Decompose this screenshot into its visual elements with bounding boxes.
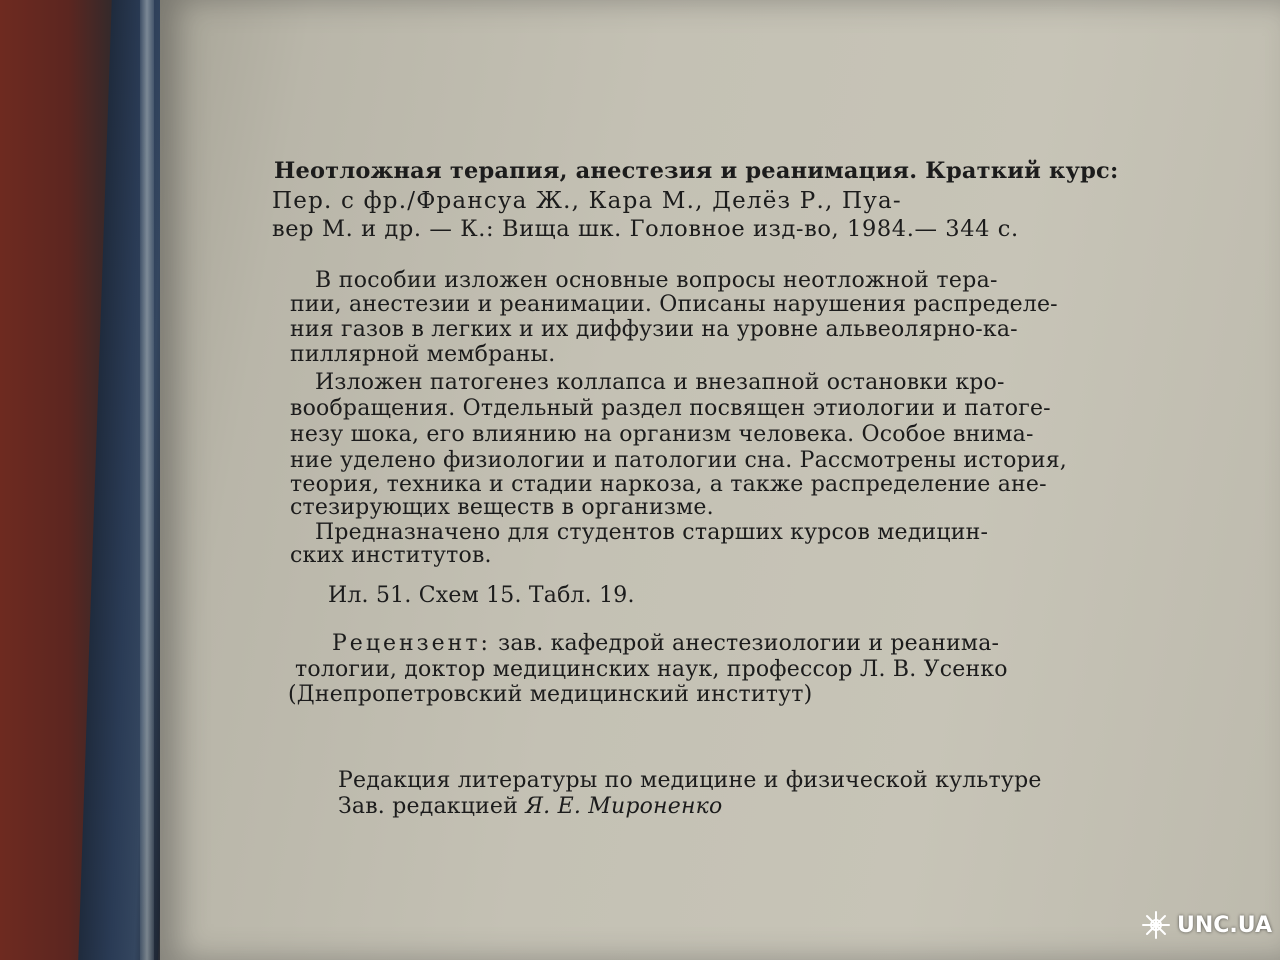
title-line-1: Неотложная терапия, анестезия и реанимация. Краткий курс: bbox=[274, 158, 1119, 184]
abstract-line: пии, анестезии и реанимации. Описаны нарушения распределе- bbox=[290, 292, 1058, 317]
abstract-line: Изложен патогенез коллапса и внезапной остановки кро- bbox=[315, 370, 1005, 395]
reviewer-line-2: тологии, доктор медицинских наук, профессор Л. В. Усенко bbox=[295, 657, 1008, 682]
abstract-line: пиллярной мембраны. bbox=[290, 342, 556, 367]
reviewer-label: Рецензент: bbox=[332, 631, 491, 656]
reviewer-line-1-text: зав. кафедрой анестезиологии и реанима- bbox=[498, 631, 1000, 656]
abstract-line: ния газов в легких и их диффузии на уровне альвеолярно-ка- bbox=[290, 317, 1018, 342]
reviewer-line-3: (Днепропетровский медицинский институт) bbox=[288, 682, 813, 707]
abstract-line: теория, техника и стадии наркоза, а также распределение ане- bbox=[290, 472, 1047, 497]
abstract-line: В пособии изложен основные вопросы неотложной тера- bbox=[315, 268, 998, 293]
watermark bbox=[1141, 910, 1272, 940]
book-cover-highlight bbox=[140, 0, 154, 960]
editorial-line-1: Редакция литературы по медицине и физической культуре bbox=[338, 768, 1042, 793]
abstract-line: Предназначено для студентов старших курсов медицин- bbox=[315, 520, 989, 545]
editorial-prefix: Зав. редакцией bbox=[338, 794, 519, 819]
title-line-2: Пер. с фр./Франсуа Ж., Кара М., Делёз Р., Пуа- bbox=[272, 188, 902, 214]
abstract-line: вообращения. Отдельный раздел посвящен этиологии и патоге- bbox=[290, 396, 1051, 421]
abstract-line: ских институтов. bbox=[290, 543, 492, 568]
editorial-line-2 bbox=[338, 796, 722, 818]
abstract-line: ние уделено физиологии и патологии сна. Рассмотрены история, bbox=[290, 448, 1067, 473]
illustrations-count: Ил. 51. Схем 15. Табл. 19. bbox=[328, 583, 635, 608]
ornament-icon bbox=[1141, 910, 1171, 940]
abstract-line: стезирующих веществ в организме. bbox=[290, 495, 714, 520]
title-line-3: вер М. и др. — К.: Вища шк. Головное изд-во, 1984.— 344 с. bbox=[272, 216, 1019, 242]
book-page bbox=[160, 0, 1280, 960]
abstract-line: незу шока, его влиянию на организм человека. Особое внима- bbox=[290, 422, 1034, 447]
reviewer-line-1 bbox=[332, 633, 999, 655]
editor-name: Я. Е. Мироненко bbox=[525, 794, 723, 819]
watermark-text: UNC.UA bbox=[1177, 912, 1272, 938]
